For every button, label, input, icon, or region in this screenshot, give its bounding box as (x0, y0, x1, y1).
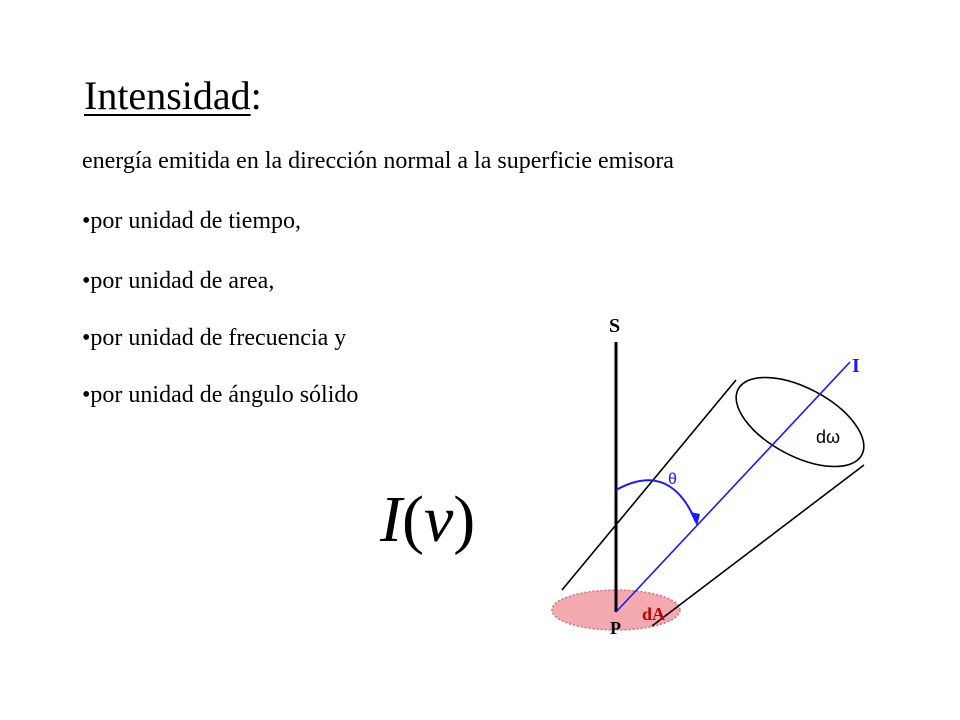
title-text: Intensidad (84, 73, 251, 118)
bullet-area: •por unidad de area, (82, 268, 275, 294)
label-da: dA (642, 604, 666, 624)
definition-line: energía emitida en la dirección normal a la superficie emisora (82, 148, 674, 174)
formula-open-paren: ( (401, 483, 424, 556)
direction-line (616, 362, 850, 612)
label-s: S (609, 315, 621, 337)
formula-variable: ν (423, 483, 454, 556)
intensity-diagram (530, 300, 930, 640)
formula-symbol: I (380, 483, 402, 556)
label-p: P (610, 618, 621, 638)
cone-opening (722, 359, 878, 485)
formula-close-paren: ) (453, 483, 476, 556)
slide-title (84, 72, 262, 120)
cone-left-edge (562, 380, 736, 590)
bullet-solid-angle: •por unidad de ángulo sólido (82, 382, 359, 408)
cone-right-edge (652, 465, 864, 626)
bullet-frequency: •por unidad de frecuencia y (82, 325, 347, 351)
title-colon: : (250, 73, 262, 118)
theta-arc (616, 480, 696, 522)
bullet-time: •por unidad de tiempo, (82, 208, 302, 234)
label-theta: θ (668, 471, 677, 488)
label-domega: dω (816, 427, 841, 447)
intensity-formula (380, 480, 475, 560)
label-i: I (852, 355, 860, 377)
